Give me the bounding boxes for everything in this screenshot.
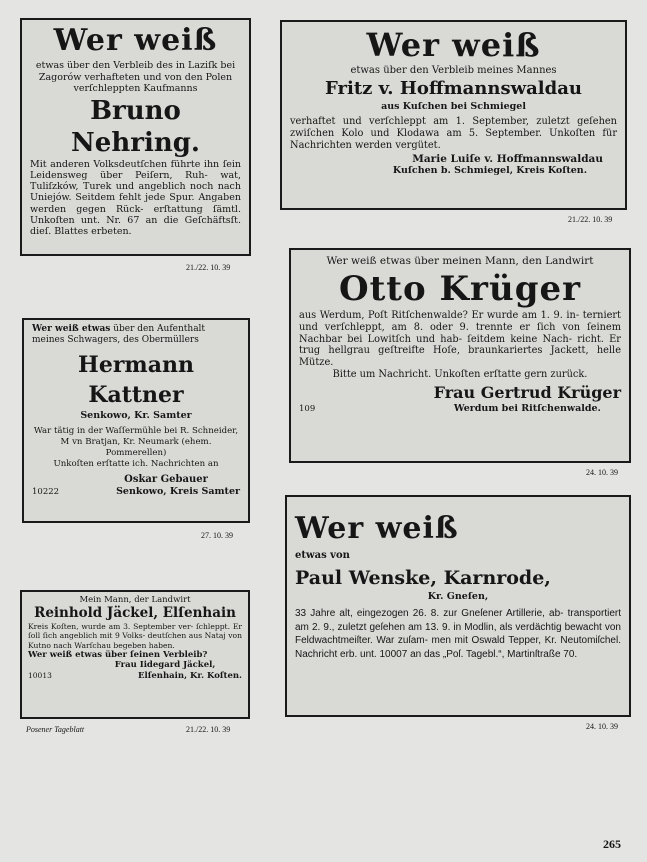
ad-intro-rest: über den Aufenthalt meines Schwagers, des Obermüllers <box>32 324 206 345</box>
ad-missing-name: Hermann Kattner <box>78 352 194 408</box>
ad-place: Senkowo, Kr. Samter <box>80 410 192 421</box>
ad-date: 21./22. 10. 39 <box>186 263 231 272</box>
ad-date: 24. 10. 39 <box>586 468 618 477</box>
ad-missing-name: Otto Krüger <box>338 269 582 309</box>
ad-intro <box>32 324 240 346</box>
ad-body: Kreis Koſten, wurde am 3. September ver- ſchleppt. Er ſoll ſich angeblich mit 9 Volks- deutſchen aus Nataj von Kutno nach Warſchau begeben haben. <box>28 622 242 650</box>
ad-intro: Mein Mann, der Landwirt <box>79 595 191 605</box>
ad-signature-address: Werdum bei Ritſchenwalde. <box>453 402 601 414</box>
ad-missing-name: Fritz v. Hoffmannswaldau <box>325 78 582 99</box>
ad-date: 27. 10. 39 <box>201 531 233 540</box>
ad-signature: Frau Gertrud Krüger <box>433 382 621 402</box>
ad-place: aus Kuſchen bei Schmiegel <box>381 101 526 112</box>
ad-jaeckel <box>20 590 250 719</box>
ad-krueger <box>289 248 631 463</box>
ad-heading: Wer weiß <box>295 511 459 546</box>
ad-intro-bold: Wer weiß etwas <box>32 324 111 334</box>
page-number: 265 <box>603 837 621 851</box>
ad-heading: Wer weiß <box>366 26 541 64</box>
ad-date: 21./22. 10. 39 <box>186 725 231 734</box>
ad-heading: Wer weiß <box>53 23 218 58</box>
ad-nehring <box>20 18 251 256</box>
ad-plea: Bitte um Nachricht. Unkoſten erſtatte gern zurück. <box>332 368 588 380</box>
ad-intro: etwas über den Verbleib des in Laziſk bei Zagorów verhafteten und von den Polen verſchleppten Kaufmanns <box>35 60 236 94</box>
ad-question: Wer weiß etwas über ſeinen Verbleib? <box>28 650 208 661</box>
ad-intro: etwas über den Verbleib meines Mannes <box>350 65 557 76</box>
newspaper-caption: Posener Tageblatt <box>26 725 85 734</box>
ad-date: 21./22. 10. 39 <box>568 215 613 224</box>
ad-missing-name: Paul Wenske, Karnrode, <box>295 567 551 589</box>
ad-hoffmannswaldau <box>280 20 627 210</box>
ad-kattner <box>22 318 250 523</box>
ad-signature-address: Kuſchen b. Schmiegel, Kreis Koſten. <box>392 165 587 177</box>
ad-signature-address: Elſenhain, Kr. Koſten. <box>138 671 242 682</box>
ad-signature-address: Senkowo, Kreis Samter <box>116 486 240 497</box>
ad-missing-name: Bruno Nehring. <box>71 95 200 158</box>
ad-body: Mit anderen Volksdeutſchen führte ihn ſein Leidensweg über Peiſern, Ruh- wat, Tuliſzków, Turek und angeblich noch nach Uniejów. Seitdem fehlt jede Spur. Angaben werden gegen Rück- erſtattung ſämtl. Unkoſten unt. Nr. 67 an die Geſchäftsſt. dieſ. Blattes erbeten. <box>30 158 241 238</box>
ad-signature: Oskar Gebauer <box>124 474 208 485</box>
ad-intro: etwas von <box>295 550 350 561</box>
ad-missing-name: Reinhold Jäckel, Elſenhain <box>34 605 236 621</box>
ad-number: 109 <box>299 403 316 414</box>
ad-intro: Wer weiß etwas über meinen Mann, den Landwirt <box>326 255 594 267</box>
ad-wenske <box>285 495 631 717</box>
ad-number: 10013 <box>28 671 52 681</box>
ad-date: 24. 10. 39 <box>586 722 618 731</box>
ad-body: 33 Jahre alt, eingezogen 26. 8. zur Gneſener Artillerie, ab- transportiert am 2. 9., zuletzt geſehen am 13. 9. in Modlin, als verdächtig bewacht von Feldwachtmeiſter. War zuſam- men mit Oswald Tepper, Kr. Neutomiſchel. Nachricht erb. unt. 10007 an das „Poſ. Tagebl.“, Martinſtraße 70. <box>295 608 621 660</box>
ad-place: Kr. Gneſen, <box>427 591 489 602</box>
ad-signature: Frau Iidegard Jäckel, <box>114 660 216 671</box>
ad-note: Unkoſten erſtatte ich. Nachrichten an <box>53 459 219 469</box>
ad-signature: Marie Luiſe v. Hoffmannswaldau <box>412 153 603 166</box>
ad-body: verhaftet und verſchleppt am 1. September, zuletzt geſehen zwiſchen Kolo und Klodawa am 5. September. Unkoſten für Nachrichten werden vergütet. <box>290 116 617 151</box>
ad-body: War tätig in der Waſſermühle bei R. Schneider, M vn Bratjan, Kr. Neumark (ehem. Pommerellen) <box>33 426 239 458</box>
ad-body: aus Werdum, Poſt Ritſchenwalde? Er wurde am 1. 9. in- terniert und verſchleppt, am 8. oder 9. trennte er ſich von ſeinem Nachbar bei Lowitſch und hab- ſeitdem keine Nach- richt. Er trug hellgrau geſtreifte Hoſe, braunkariertes Jackett, helle Mütze. <box>299 310 621 369</box>
ad-number: 10222 <box>32 487 60 497</box>
